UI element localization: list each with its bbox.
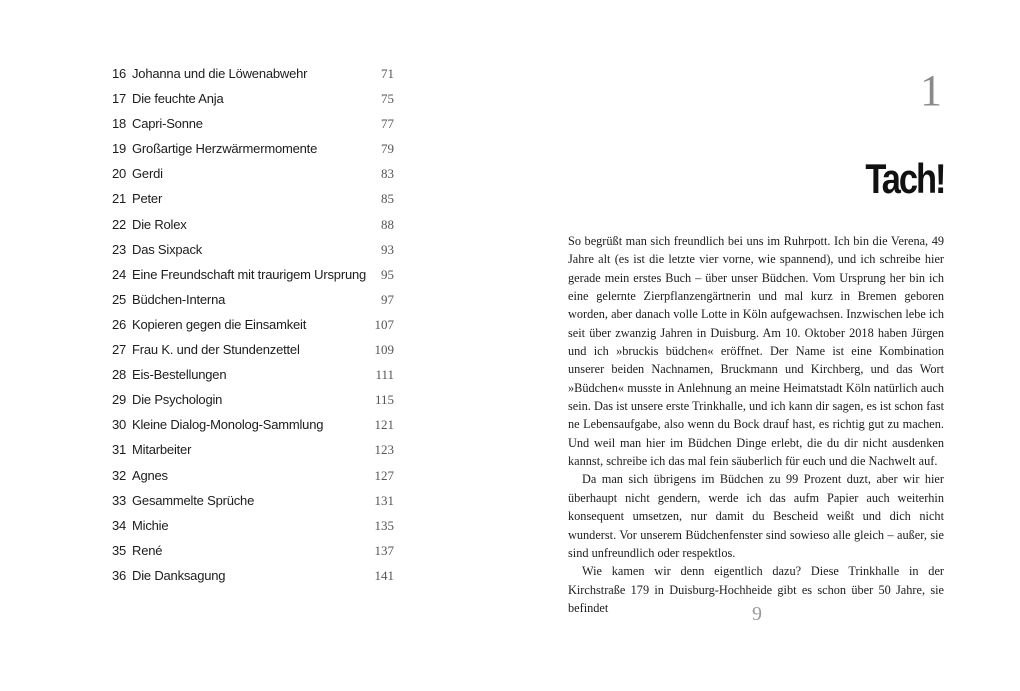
toc-chapter-title: Mitarbeiter <box>132 442 192 458</box>
toc-page-number: 88 <box>381 216 394 232</box>
toc-chapter-title: Michie <box>132 517 169 533</box>
toc-row <box>112 491 394 516</box>
right-page <box>510 0 1020 691</box>
toc-row <box>112 139 394 164</box>
toc-page-number: 115 <box>374 392 394 408</box>
toc-chapter-number: 32 <box>112 467 127 483</box>
toc-row <box>112 516 394 541</box>
toc-chapter-number: 16 <box>112 66 127 81</box>
toc-chapter-title: René <box>132 542 163 558</box>
body-paragraph: So begrüßt man sich freundlich bei uns im Ruhrpott. Ich bin die Verena, 49 Jahre alt (es ist die letzte vier vorne, wie spannend), und ich schreibe hier gerade mein erstes Buch – über unser Büdchen. Vom Ursprung her bin ich eine gelernte Zierpflanzengärtnerin und mal kurz in Bremen geboren worden, aber danach volle Lotte in Köln aufgewachsen. Inzwischen lebe ich seit über zwanzig Jahren in Duisburg. Am 10. Oktober 2018 haben Jürgen und ich »bruckis büdchen« eröffnet. Der Name ist eine Kombination unserer beiden Nachnamen, Bruckmann und Kirchberg, und das Wort »Büdchen« musste in Anlehnung an meine Heimatstadt Köln natürlich auch sein. Das ist unsere erste Trinkhalle, und ich kann dir sagen, es ist schon fast ne Lebensaufgabe, also wenn du Bock drauf hast, es richtig gut zu machen. Und weil man hier im Büdchen Dinge erlebt, die du dir nicht ausdenken kannst, schreibe ich das mal fein säuberlich für euch und die Nachwelt auf. <box>568 234 945 469</box>
toc-chapter-title: Kopieren gegen die Einsamkeit <box>132 316 307 332</box>
table-of-contents <box>112 64 394 591</box>
toc-chapter-title: Die Rolex <box>132 216 187 232</box>
toc-row <box>112 89 394 114</box>
toc-page-number: 123 <box>374 442 394 458</box>
toc-chapter-number: 27 <box>112 342 127 358</box>
toc-page-number: 93 <box>381 241 394 257</box>
toc-page-number: 77 <box>381 116 394 132</box>
toc-row <box>112 415 394 440</box>
toc-chapter-title: Die Psychologin <box>132 392 223 408</box>
toc-row <box>112 365 394 390</box>
chapter-number: 1 <box>920 66 942 115</box>
toc-chapter-number: 23 <box>112 241 127 257</box>
toc-chapter-title: Großartige Herzwärmermomente <box>132 141 318 157</box>
toc-chapter-number: 36 <box>112 567 127 583</box>
toc-page-number: 79 <box>381 141 394 157</box>
toc-chapter-number: 19 <box>112 141 127 157</box>
toc-chapter-number: 22 <box>112 216 127 232</box>
toc-chapter-title: Gerdi <box>132 166 163 182</box>
toc-chapter-title: Eis-Bestellungen <box>132 367 227 383</box>
toc-chapter-number: 25 <box>112 291 127 307</box>
toc-page-number: 141 <box>374 567 394 583</box>
toc-row <box>112 189 394 214</box>
body-paragraph: Da man sich übrigens im Büdchen zu 99 Prozent duzt, aber wir hier überhaupt nicht gendern, werde ich das aufm Papier auch weiterhin konsequent umsetzen, nur damit du Bescheid weißt und dich nicht wunderst. Vor unserem Büdchenfenster sind sowieso alle gleich – außer, sie sind unfreundlich oder respektlos. <box>568 472 944 560</box>
toc-row <box>112 290 394 315</box>
page-number: 9 <box>752 603 762 625</box>
toc-page-number: 131 <box>374 492 394 508</box>
toc-row <box>112 566 394 591</box>
toc-chapter-number: 33 <box>112 492 127 508</box>
toc-chapter-number: 29 <box>112 392 127 408</box>
toc-page-number: 71 <box>381 66 394 81</box>
toc-chapter-number: 17 <box>112 91 127 107</box>
toc-chapter-title: Johanna und die Löwenabwehr <box>132 66 308 81</box>
toc-chapter-title: Kleine Dialog-Monolog-Sammlung <box>132 417 324 433</box>
body-paragraph: Wie kamen wir denn eigentlich dazu? Diese Trinkhalle in der Kirchstraße 179 in Duisburg-Hochheide gibt es schon über 50 Jahre, sie befindet <box>568 564 944 615</box>
toc-row <box>112 466 394 491</box>
toc-page-number: 135 <box>374 517 394 533</box>
toc-row <box>112 240 394 265</box>
toc-page-number: 75 <box>381 91 394 107</box>
toc-chapter-number: 35 <box>112 542 127 558</box>
toc-row <box>112 315 394 340</box>
toc-chapter-number: 34 <box>112 517 127 533</box>
toc-row <box>112 541 394 566</box>
toc-chapter-number: 31 <box>112 442 127 458</box>
toc-chapter-title: Die Danksagung <box>132 567 226 583</box>
toc-row <box>112 215 394 240</box>
toc-page-number: 83 <box>381 166 394 182</box>
toc-chapter-title: Büdchen-Interna <box>132 291 226 307</box>
toc-chapter-title: Gesammelte Sprüche <box>132 492 255 508</box>
toc-chapter-title: Peter <box>132 191 163 207</box>
toc-page-number: 107 <box>374 316 394 332</box>
toc-row <box>112 114 394 139</box>
toc-row <box>112 64 394 89</box>
toc-page-number: 109 <box>374 342 394 358</box>
toc-chapter-number: 26 <box>112 316 127 332</box>
toc-chapter-title: Agnes <box>132 467 168 483</box>
toc-chapter-title: Capri-Sonne <box>132 116 203 132</box>
toc-chapter-title: Die feuchte Anja <box>132 91 224 107</box>
toc-chapter-number: 24 <box>112 266 127 282</box>
toc-row <box>112 265 394 290</box>
toc-page-number: 95 <box>381 266 394 282</box>
chapter-body <box>568 232 944 617</box>
toc-chapter-number: 21 <box>112 191 127 207</box>
toc-row <box>112 440 394 465</box>
toc-chapter-title: Frau K. und der Stundenzettel <box>132 342 300 358</box>
toc-row <box>112 340 394 365</box>
toc-row <box>112 164 394 189</box>
chapter-title: Tach! <box>864 155 944 202</box>
toc-page-number: 121 <box>374 417 394 433</box>
toc-page-number: 85 <box>381 191 394 207</box>
toc-chapter-number: 28 <box>112 367 127 383</box>
toc-page-number: 111 <box>375 367 394 383</box>
toc-page-number: 127 <box>374 467 394 483</box>
toc-chapter-title: Eine Freundschaft mit traurigem Ursprung <box>132 266 367 282</box>
toc-row <box>112 390 394 415</box>
toc-page-number: 137 <box>374 542 394 558</box>
toc-page-number: 97 <box>381 291 394 307</box>
toc-chapter-number: 20 <box>112 166 127 182</box>
toc-chapter-number: 30 <box>112 417 127 433</box>
toc-chapter-number: 18 <box>112 116 127 132</box>
toc-chapter-title: Das Sixpack <box>132 241 203 257</box>
